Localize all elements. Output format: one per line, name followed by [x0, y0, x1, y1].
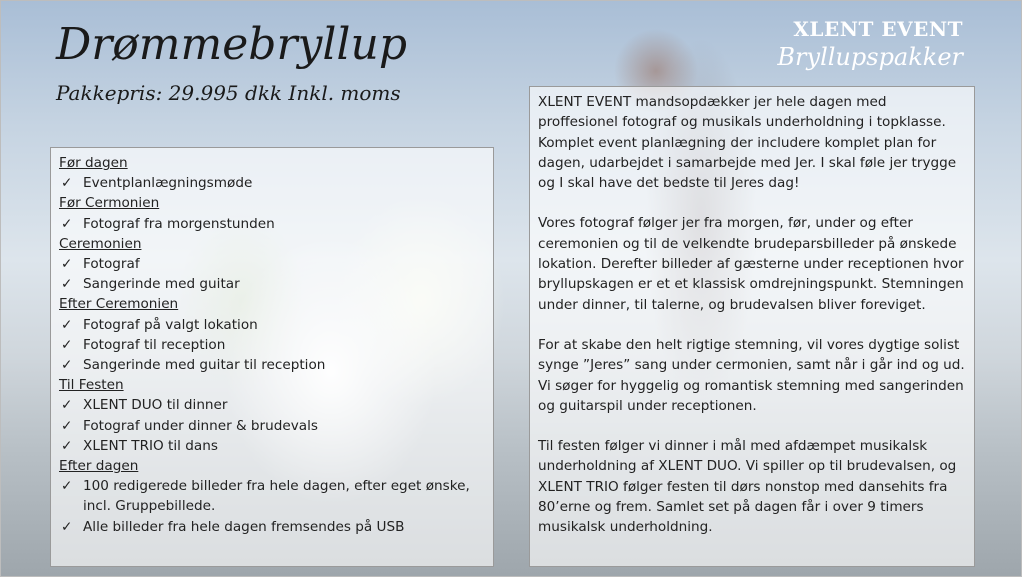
section-heading: Før dagen	[59, 155, 128, 171]
checkmark-icon: ✓	[61, 175, 73, 192]
brand-name: XLENT EVENT	[793, 17, 963, 41]
section-heading: Efter Ceremonien	[59, 296, 179, 313]
checklist-item	[59, 315, 485, 335]
checklist-item	[59, 214, 485, 234]
brand-block	[777, 17, 963, 71]
checklist-item-text: Sangerinde med guitar til reception	[83, 357, 326, 374]
section-heading: Før Cermonien	[59, 195, 160, 212]
checklist-item	[59, 436, 485, 456]
section-heading: Ceremonien	[59, 235, 142, 252]
checklist-item-text: XLENT TRIO til dans	[83, 437, 218, 454]
checkmark-icon: ✓	[61, 478, 73, 495]
checklist-item-text: Fotograf under dinner & brudevals	[83, 417, 318, 434]
description-paragraph: Til festen følger vi dinner i mål med afdæmpet musikalsk underholdning af XLENT DUO. Vi spiller op til brudevalsen, og XLENT TRIO følger festen til dørs nonstop med dansehits fra 80’erne og frem. Samlet set på dagen får i over 9 timers musikalsk underholdning.	[538, 438, 957, 536]
checkmark-icon: ✓	[61, 518, 73, 535]
checkmark-icon: ✓	[61, 316, 73, 333]
checklist-item-text: Fotograf til reception	[83, 336, 226, 353]
checkmark-icon: ✓	[61, 357, 73, 374]
description-panel	[529, 86, 975, 567]
checkmark-icon: ✓	[61, 276, 73, 293]
checkmark-icon: ✓	[61, 256, 73, 273]
checklist-panel	[50, 147, 494, 567]
checklist-item	[59, 335, 485, 355]
checklist-item-text: Fotograf på valgt lokation	[83, 316, 258, 333]
checklist-item	[59, 274, 485, 294]
checklist-item	[59, 395, 485, 415]
section-heading: Til Festen	[59, 377, 124, 394]
package-price: Pakkepris: 29.995 dkk Inkl. moms	[56, 81, 401, 105]
checklist-item-text: Alle billeder fra hele dagen fremsendes på USB	[83, 518, 405, 535]
checklist-item-text: XLENT DUO til dinner	[83, 397, 228, 414]
checkmark-icon: ✓	[61, 437, 73, 454]
checklist-item	[59, 476, 485, 516]
checklist-item	[59, 254, 485, 274]
checklist-item-text: Fotograf	[83, 256, 140, 273]
checkmark-icon: ✓	[61, 397, 73, 414]
checklist-item	[59, 416, 485, 436]
checklist-item	[59, 355, 485, 375]
checkmark-icon: ✓	[61, 417, 73, 434]
checklist-item-text: Sangerinde med guitar	[83, 276, 240, 293]
brand-tagline: Bryllupspakker	[777, 43, 963, 71]
checkmark-icon: ✓	[61, 336, 73, 353]
checklist-item	[59, 517, 485, 537]
checklist-item	[59, 173, 485, 193]
checkmark-icon: ✓	[61, 215, 73, 232]
description-paragraph: XLENT EVENT mandsopdækker jer hele dagen med proffesionel fotograf og musikals underholdning i topklasse. Komplet event planlægning der includere komplet plan for dagen, udarbejdet i samarbejde med Jer. I skal føle jer trygge og I skal have det bedste til Jeres dag!	[538, 94, 957, 192]
page-title: Drømmebryllup	[56, 19, 407, 70]
checklist-item-text: Eventplanlægningsmøde	[83, 175, 253, 192]
section-heading: Efter dagen	[59, 458, 139, 475]
checklist-item-text: Fotograf fra morgenstunden	[83, 215, 275, 232]
description-paragraph: For at skabe den helt rigtige stemning, vil vores dygtige solist synge ”Jeres” sang under cermonien, samt når i går ind og ud. Vi søger for hyggelig og romantisk stemning med sangerinden og guitarspil under receptionen.	[538, 336, 965, 414]
description-paragraph: Vores fotograf følger jer fra morgen, før, under og efter ceremonien og til de velkendte brudeparsbilleder på ønskede lokation. Derefter billeder af gæsterne under receptionen hvor bryllupskagen er et et klassisk omdrejningspunkt. Stemningen under dinner, til talerne, og brudevalsen bliver foreviget.	[538, 215, 964, 313]
checklist-item-text: 100 redigerede billeder fra hele dagen, efter eget ønske, incl. Gruppebillede.	[83, 478, 470, 515]
